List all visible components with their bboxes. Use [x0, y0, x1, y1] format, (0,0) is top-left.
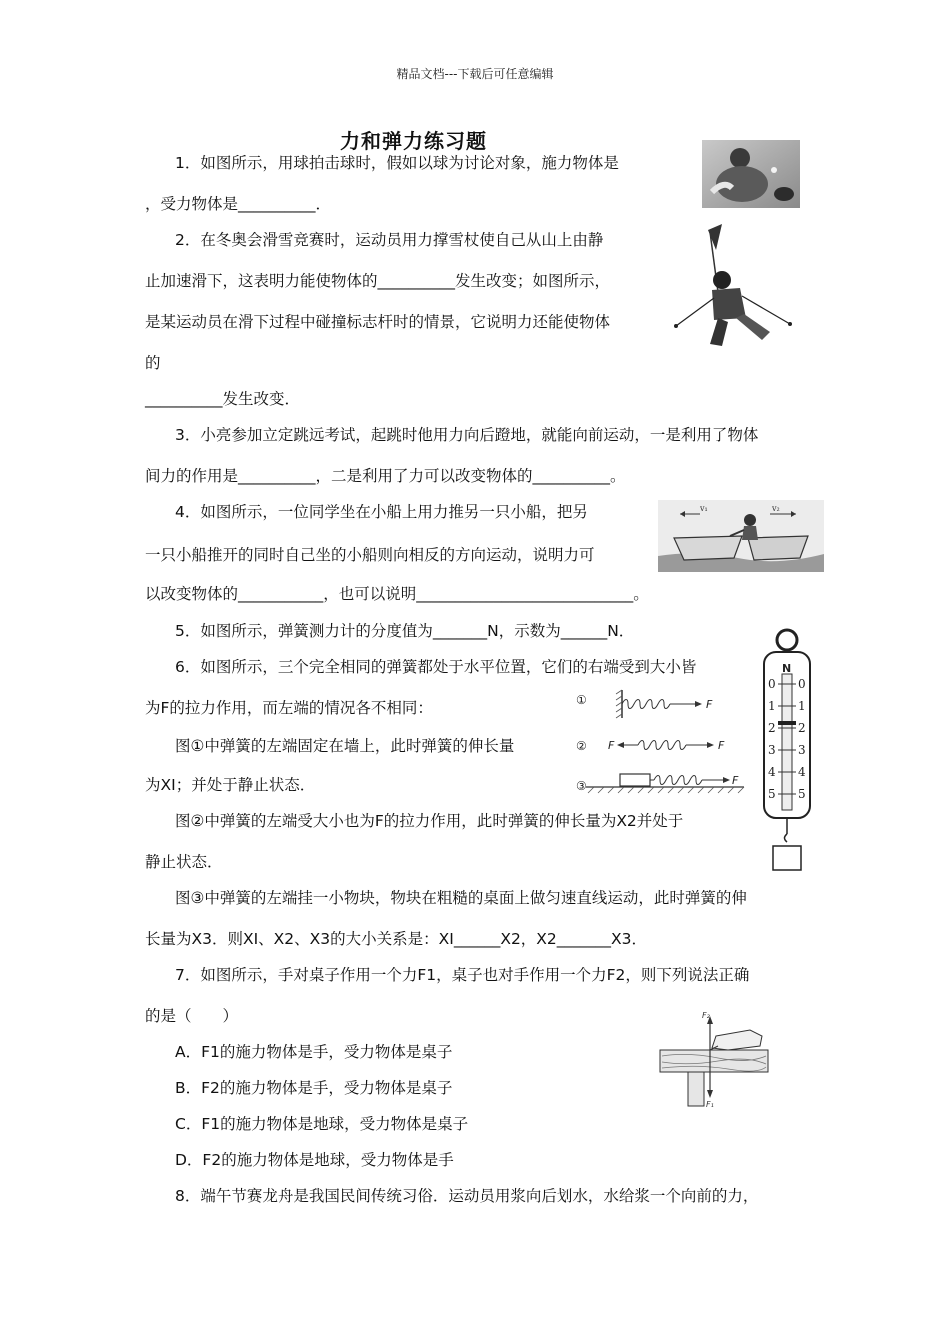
q7-option-c: C．F1的施力物体是地球，受力物体是桌子 — [175, 1115, 469, 1133]
page-header: 精品文档---下载后可任意编辑 — [396, 67, 554, 81]
scale-unit-label: N — [782, 662, 792, 675]
q6-line-7: 图③中弹簧的左端挂一小物块，物块在粗糙的桌面上做匀速直线运动，此时弹簧的伸 — [175, 889, 747, 907]
table-tennis-photo — [702, 140, 800, 208]
spring-label-3: ③ — [576, 779, 587, 793]
spring-force-label-3: F — [732, 774, 739, 787]
spring-scale-figure — [758, 628, 818, 874]
scale-tick-left-3: 3 — [768, 743, 776, 757]
springs-figure — [572, 688, 748, 800]
spring-label-1: ① — [576, 693, 587, 707]
scale-tick-right-5: 5 — [798, 787, 806, 801]
q2-line-1: 2．在冬奥会滑雪竞赛时，运动员用力撑雪杖使自己从山上由静 — [175, 231, 604, 249]
q6-line-1: 6．如图所示，三个完全相同的弹簧都处于水平位置，它们的右端受到大小皆 — [175, 658, 697, 676]
scale-tick-left-2: 2 — [768, 721, 776, 735]
q2-line-4: 的 — [145, 354, 161, 372]
q7-option-b: B．F2的施力物体是手，受力物体是桌子 — [175, 1079, 453, 1097]
q4-line-2: 一只小船推开的同时自己坐的小船则向相反的方向运动，说明力可 — [145, 546, 595, 564]
q1-line-2: ，受力物体是__________． — [145, 195, 332, 213]
force-f1-label: F₁ — [706, 1100, 714, 1108]
scale-tick-right-1: 1 — [798, 699, 806, 713]
scale-tick-right-2: 2 — [798, 721, 806, 735]
scale-tick-left-4: 4 — [768, 765, 776, 779]
q7-line-1: 7．如图所示，手对桌子作用一个力F1，桌子也对手作用一个力F2，则下列说法正确 — [175, 966, 750, 984]
scale-tick-left-5: 5 — [768, 787, 776, 801]
q3-line-1: 3．小亮参加立定跳远考试，起跳时他用力向后蹬地，就能向前运动，一是利用了物体 — [175, 426, 759, 444]
q6-line-3: 图①中弹簧的左端固定在墙上，此时弹簧的伸长量 — [175, 737, 515, 755]
spring-force-label-2b: F — [718, 739, 725, 752]
boats-figure — [658, 500, 824, 572]
scale-tick-right-3: 3 — [798, 743, 806, 757]
page-title: 力和弹力练习题 — [340, 129, 487, 153]
q3-line-2: 间力的作用是__________，二是利用了力可以改变物体的__________。 — [145, 467, 626, 485]
spring-force-label-2a: F — [608, 739, 615, 752]
q2-line-2: 止加速滑下，这表明力能使物体的__________发生改变；如图所示， — [145, 272, 611, 290]
q6-line-2: 为F的拉力作用，而左端的情况各不相同： — [145, 699, 433, 717]
q2-line-5: __________发生改变． — [145, 390, 301, 408]
scale-tick-right-0: 0 — [798, 677, 806, 691]
q4-line-3: 以改变物体的___________，也可以说明____________________________。 — [145, 585, 649, 603]
q5-line: 5．如图所示，弹簧测力计的分度值为_______N，示数为______N． — [175, 622, 635, 640]
q6-line-4: 为XI；并处于静止状态． — [145, 776, 316, 794]
q6-line-8: 长量为X3．则XI、X2、X3的大小关系是：XI______X2，X2_______X3． — [145, 930, 648, 948]
q6-line-6: 静止状态． — [145, 853, 223, 871]
q7-option-a: A．F1的施力物体是手，受力物体是桌子 — [175, 1043, 453, 1061]
scale-tick-left-1: 1 — [768, 699, 776, 713]
q6-line-5: 图②中弹簧的左端受大小也为F的拉力作用，此时弹簧的伸长量为X2并处于 — [175, 812, 684, 830]
force-f2-label: F₂ — [702, 1011, 710, 1020]
skier-figure — [670, 222, 795, 354]
scale-tick-left-0: 0 — [768, 677, 776, 691]
boat-v1-label: v₁ — [700, 504, 708, 513]
spring-label-2: ② — [576, 739, 587, 753]
q8-line-1: 8．端午节赛龙舟是我国民间传统习俗．运动员用浆向后划水，水给浆一个向前的力， — [175, 1187, 759, 1205]
spring-force-label-1: F — [706, 698, 713, 711]
q4-line-1: 4．如图所示，一位同学坐在小船上用力推另一只小船，把另 — [175, 503, 588, 521]
hand-table-figure — [658, 1006, 770, 1108]
boat-v2-label: v₂ — [772, 504, 780, 513]
q1-line-1: 1．如图所示，用球拍击球时，假如以球为讨论对象，施力物体是 — [175, 154, 619, 172]
scale-tick-right-4: 4 — [798, 765, 806, 779]
q7-line-2: 的是（ ） — [145, 1007, 239, 1025]
q7-option-d: D．F2的施力物体是地球，受力物体是手 — [175, 1151, 454, 1169]
q2-line-3: 是某运动员在滑下过程中碰撞标志杆时的情景，它说明力还能使物体 — [145, 313, 611, 331]
